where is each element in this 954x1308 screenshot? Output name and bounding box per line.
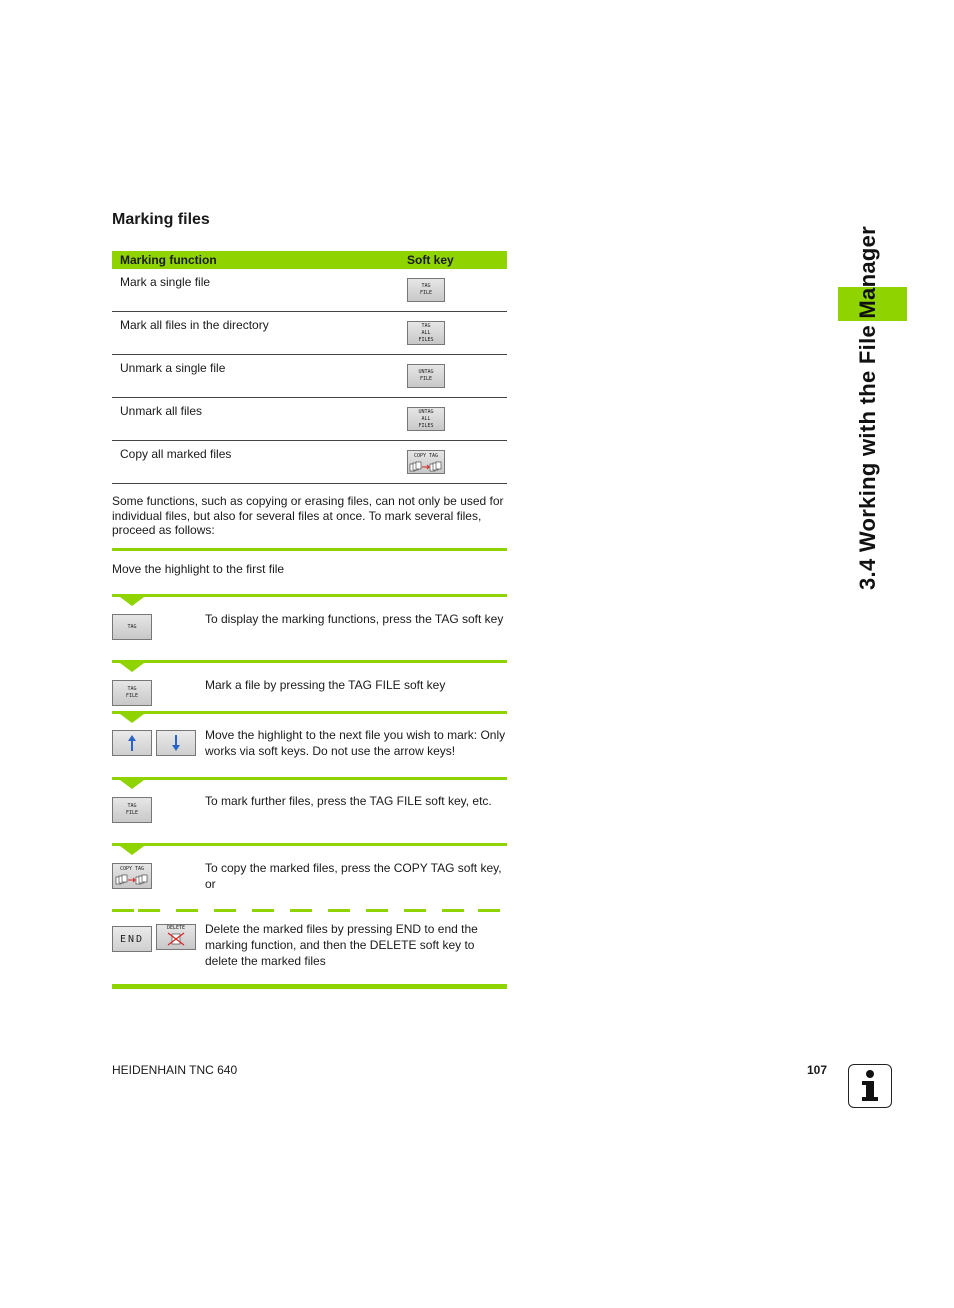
softkey-line: COPY TAG — [413, 453, 439, 459]
dashed-separator — [290, 909, 312, 912]
softkey-line: FILE — [419, 290, 433, 296]
arrow-down-softkey[interactable] — [156, 730, 196, 756]
step-separator — [112, 843, 507, 846]
softkey-line: ALL — [421, 415, 431, 422]
step-first-text: Move the highlight to the first file — [112, 562, 285, 576]
softkey-line: ALL — [421, 329, 431, 336]
page-number: 107 — [807, 1063, 828, 1077]
softkey-untag-file[interactable] — [407, 364, 445, 388]
copy-files-icon — [409, 461, 443, 473]
chapter-side-title: 3.4 Working with the File Manager — [855, 226, 880, 590]
softkey-line: FILES — [418, 422, 434, 429]
softkey-line: FILES — [418, 336, 434, 343]
softkey-tag-file[interactable] — [407, 278, 445, 302]
softkey-line: UNTAG — [418, 408, 434, 415]
function-label: Unmark a single file — [112, 355, 407, 398]
arrow-down-icon — [170, 734, 182, 752]
function-label: Mark all files in the directory — [112, 312, 407, 355]
softkey-copy-tag[interactable] — [112, 863, 152, 889]
dashed-separator — [252, 909, 274, 912]
dashed-separator — [138, 909, 160, 912]
step-separator — [112, 711, 507, 714]
info-glyph — [857, 1069, 883, 1103]
flow-arrow-icon — [120, 714, 144, 723]
dashed-separator — [442, 909, 464, 912]
function-label: Copy all marked files — [112, 441, 407, 484]
table-row — [112, 312, 507, 355]
table-header-softkey: Soft key — [407, 251, 507, 269]
table-row — [112, 398, 507, 441]
softkey-tag-all-files[interactable] — [407, 321, 445, 345]
softkey-line: TAG — [127, 623, 137, 630]
softkey-line: FILE — [419, 376, 433, 382]
dashed-separator — [176, 909, 198, 912]
softkey-tag[interactable] — [112, 614, 152, 640]
step-end-bar — [112, 984, 507, 989]
flow-arrow-icon — [120, 846, 144, 855]
dashed-separator — [214, 909, 236, 912]
footer-product: HEIDENHAIN TNC 640 — [112, 1063, 238, 1077]
softkey-line: FILE — [125, 693, 139, 699]
step-text: Delete the marked files by pressing END to end the marking function, and then the DELETE soft key to delete the marked files — [205, 922, 478, 968]
table-header-function: Marking function — [112, 251, 407, 269]
step-separator — [112, 548, 507, 551]
step-text: Move the highlight to the next file you wish to mark: Only works via soft keys. Do not use the arrow keys! — [205, 728, 506, 758]
end-key[interactable]: END — [112, 926, 152, 952]
delete-cross-icon — [166, 932, 186, 946]
softkey-copy-tag[interactable] — [407, 450, 445, 474]
function-label: Mark a single file — [112, 269, 407, 312]
softkey-line: TAG — [421, 283, 431, 289]
softkey-line: TAG — [421, 322, 431, 329]
function-label: Unmark all files — [112, 398, 407, 441]
dashed-separator — [404, 909, 426, 912]
intro-paragraph: Some functions, such as copying or erasing files, can not only be used for individual files, but also for several files at once. To mark several files, proceed as follows: — [112, 494, 504, 537]
softkey-delete[interactable] — [156, 924, 196, 950]
dashed-separator — [478, 909, 500, 912]
softkey-line: COPY TAG — [119, 866, 145, 872]
dashed-separator — [366, 909, 388, 912]
dashed-separator — [112, 909, 134, 912]
softkey-line: TAG — [127, 803, 137, 809]
flow-arrow-icon — [120, 663, 144, 672]
step-separator — [112, 777, 507, 780]
table-row — [112, 355, 507, 398]
softkey-line: TAG — [127, 686, 137, 692]
section-heading: Marking files — [112, 211, 210, 228]
info-icon — [848, 1064, 892, 1108]
table-row — [112, 441, 507, 484]
copy-files-icon — [115, 874, 149, 886]
softkey-tag-file[interactable] — [112, 797, 152, 823]
marking-functions-table — [112, 251, 507, 484]
step-text: To mark further files, press the TAG FILE soft key, etc. — [205, 794, 492, 808]
step-separator — [112, 594, 507, 597]
arrow-up-softkey[interactable] — [112, 730, 152, 756]
softkey-line: FILE — [125, 810, 139, 816]
flow-arrow-icon — [120, 780, 144, 789]
table-row — [112, 269, 507, 312]
softkey-untag-all-files[interactable] — [407, 407, 445, 431]
step-text: Mark a file by pressing the TAG FILE soft key — [205, 678, 446, 692]
step-text: To display the marking functions, press the TAG soft key — [205, 612, 504, 626]
flow-arrow-icon — [120, 597, 144, 606]
dashed-separator — [328, 909, 350, 912]
softkey-line: DELETE — [166, 925, 186, 931]
step-separator — [112, 660, 507, 663]
step-text: To copy the marked files, press the COPY TAG soft key, or — [205, 861, 502, 891]
softkey-tag-file[interactable] — [112, 680, 152, 706]
softkey-line: UNTAG — [418, 369, 434, 375]
arrow-up-icon — [126, 734, 138, 752]
